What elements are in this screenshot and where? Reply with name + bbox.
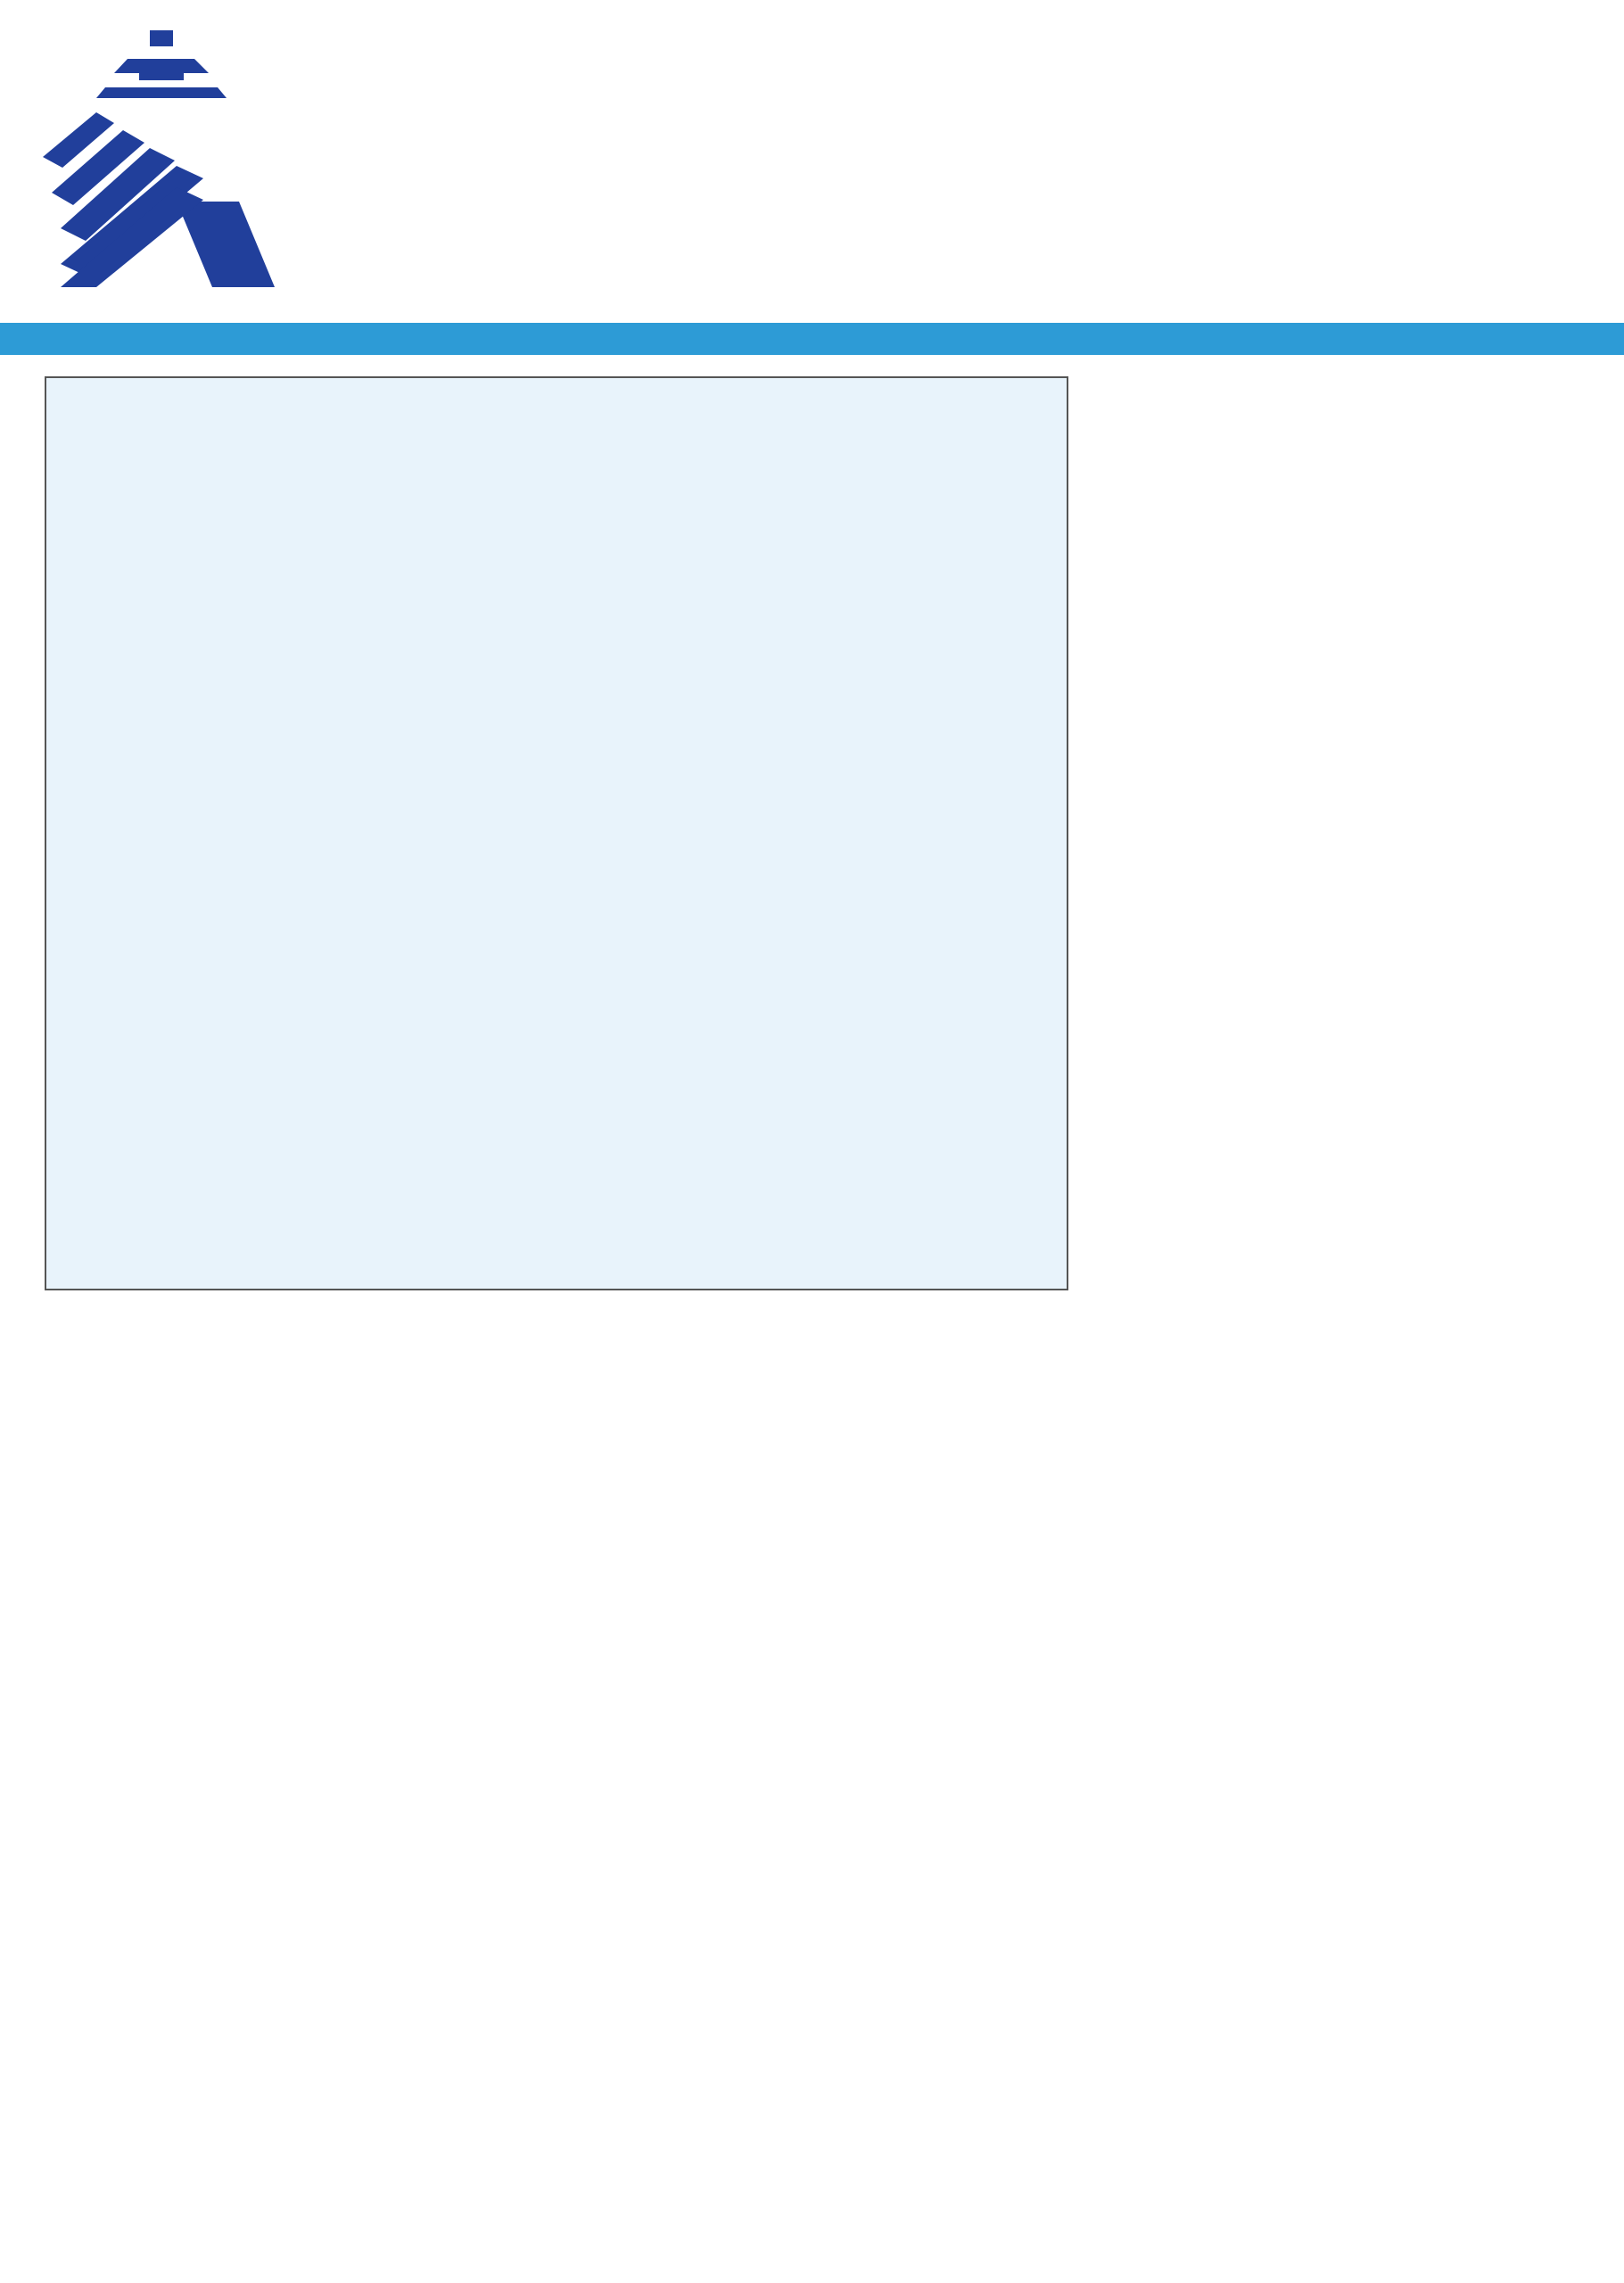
issue-info-bar bbox=[0, 323, 1624, 355]
masthead bbox=[0, 0, 1624, 321]
story-reform-home-clash bbox=[45, 376, 1068, 1290]
temple-logo-icon bbox=[43, 23, 310, 309]
